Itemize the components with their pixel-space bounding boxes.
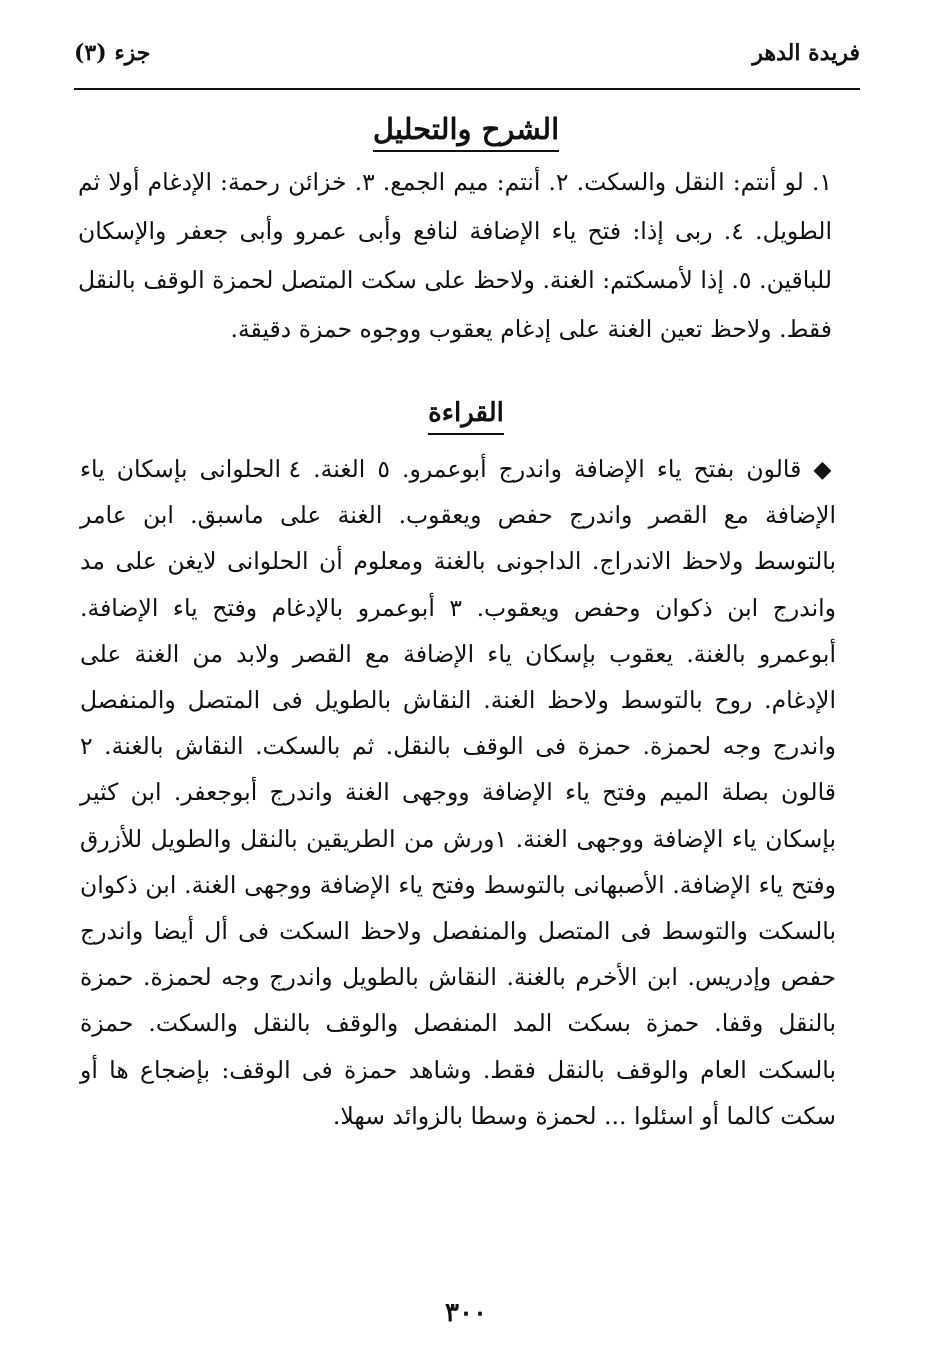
- reading-block: [80, 446, 836, 1139]
- running-head: [74, 40, 860, 80]
- book-title: فريدة الدهر: [752, 40, 860, 66]
- commentary-paragraph: ١. لو أنتم: النقل والسكت. ٢. أنتم: ميم الجمع. ٣. خزائن رحمة: الإدغام أولا ثم الطويل. ٤. ربى إذا: فتح ياء الإضافة لنافع وأبى عمرو وأبى جعفر والإسكان للباقين. ٥. إذا لأمسكتم: الغنة. ولاحظ على سكت المتصل لحمزة الوقف بالنقل فقط. ولاحظ تعين الغنة على إدغام يعقوب ووجوه حمزة دقيقة.: [78, 168, 832, 343]
- reading-text: قالون بفتح ياء الإضافة واندرج أبوعمرو. ٥ الغنة. ٤ الحلوانى بإسكان ياء الإضافة مع القصر واندرج حفص ويعقوب. الغنة على ماسبق. ابن عامر بالتوسط ولاحظ الاندراج. الداجونى بالغنة ومعلوم أن الحلوانى لايغن على مد واندرج ابن ذكوان وحفص ويعقوب. ٣ أبوعمرو بالإدغام وفتح ياء الإضافة. أبوعمرو بالغنة. يعقوب بإسكان ياء الإضافة مع القصر ولابد من الغنة على الإدغام. روح بالتوسط ولاحظ الغنة. النقاش بالطويل فى المتصل والمنفصل واندرج وجه لحمزة. حمزة فى الوقف بالنقل. ثم بالسكت. النقاش بالغنة. ٢ قالون بصلة الميم وفتح ياء الإضافة ووجهى الغنة واندرج أبوجعفر. ابن كثير بإسكان ياء الإضافة ووجهى الغنة. ١ورش من الطريقين بالنقل والطويل للأزرق وفتح ياء الإضافة. الأصبهانى بالتوسط وفتح ياء الإضافة ووجهى الغنة. ابن ذكوان بالسكت والتوسط فى المتصل والمنفصل ولاحظ السكت فى أل أيضا واندرج حفص وإدريس. ابن الأخرم بالغنة. النقاش بالطويل واندرج وجه لحمزة. حمزة بالنقل وقفا. حمزة بسكت المد المنفصل والوقف بالنقل والسكت. حمزة بالسكت العام والوقف بالنقل فقط. وشاهد حمزة فى الوقف: بإضجاع ها أو سكت كالما أو اسئلوا ... لحمزة وسطا بالزوائد سهلا.: [80, 455, 836, 1130]
- section-heading: [0, 112, 932, 152]
- reading-heading-text: القراءة: [428, 398, 504, 435]
- page-number: ٣٠٠: [445, 1298, 487, 1328]
- reading-paragraph: [80, 446, 836, 1139]
- bullet-mark: ◆: [813, 455, 836, 483]
- section-heading-text: الشرح والتحليل: [373, 112, 559, 152]
- commentary-block: [78, 158, 832, 354]
- header-rule: [74, 88, 860, 90]
- reading-heading: [0, 398, 932, 435]
- part-label: جزء (٣): [74, 40, 151, 66]
